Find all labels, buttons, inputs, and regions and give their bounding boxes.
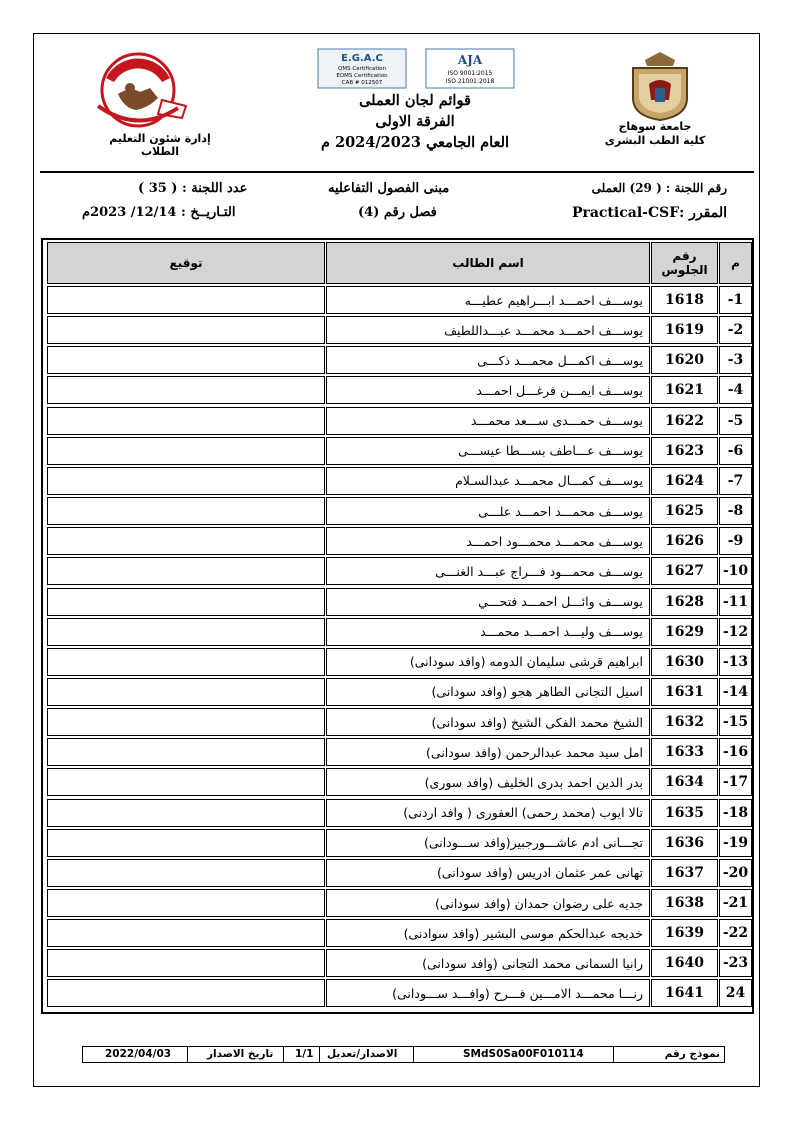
header-signature: توقيع [47,242,325,284]
student-name: يوســـف وليـــد احمـــد محمـــد [326,618,650,646]
document-titles [300,90,530,153]
title-line-3: العام الجامعي 2024/2023 م [320,134,510,151]
table-row [43,708,752,736]
qms-text: QMS Certification [338,66,386,72]
university-name: جامعة سوهاج [618,120,692,133]
egac-mark: E.G.A.C [341,53,383,64]
row-index: -2 [719,316,752,344]
signature-cell [47,799,325,827]
revision-label: الاصدار/تعديل [327,1048,398,1060]
seat-number: 1625 [651,497,718,525]
signature-cell [47,437,325,465]
student-name: يوســـف اكمـــل محمـــد ذكـــى [326,346,650,374]
table-row [43,919,752,947]
table-row [43,497,752,525]
footer-divider [413,1047,414,1062]
table-row [43,588,752,616]
seat-number: 1620 [651,346,718,374]
seat-number: 1635 [651,799,718,827]
row-index: -1 [719,286,752,314]
student-name: رنـــا محمـــد الامـــين فـــرح (وافـــد ســـودانى) [326,979,650,1007]
row-index: -12 [719,618,752,646]
signature-cell [47,919,325,947]
student-name: يوســـف محمـــد احمـــد علـــى [326,497,650,525]
row-index: -8 [719,497,752,525]
signature-cell [47,497,325,525]
table-row [43,949,752,977]
footer-divider [319,1047,320,1062]
table-row [43,437,752,465]
row-index: -7 [719,467,752,495]
signature-cell [47,648,325,676]
student-name: يوســـف حمـــدى ســـعد محمـــد [326,407,650,435]
table-row [43,889,752,917]
iso-21001-text: ISO 21001:2018 [445,78,495,85]
seat-number: 1627 [651,557,718,585]
row-index: -14 [719,678,752,706]
committee-number: رقم اللجنة : ( 29) العملى [591,181,727,195]
signature-cell [47,407,325,435]
signature-cell [47,979,325,1007]
seat-number: 1640 [651,949,718,977]
student-name: يوســـف ايمـــن فرغـــل احمـــد [326,376,650,404]
table-row [43,376,752,404]
student-name: ابراهيم قرشى سليمان الدومه (وافد سودانى) [326,648,650,676]
table-row [43,768,752,796]
course-name: المقرر :Practical-CSF [571,205,727,221]
seat-number: 1628 [651,588,718,616]
signature-cell [47,588,325,616]
seat-number: 1619 [651,316,718,344]
signature-cell [47,467,325,495]
row-index: -5 [719,407,752,435]
classroom-number: فصل رقم (4) [358,205,437,220]
row-index: -13 [719,648,752,676]
student-name: خديجه عبدالحكم موسى البشير (وافد سوادنى) [326,919,650,947]
student-name: رانيا السمانى محمد التجانى (وافد سودانى) [326,949,650,977]
iso-9001-text: ISO 9001:2015 [447,70,493,77]
student-name: تهانى عمر عثمان ادريس (وافد سودانى) [326,859,650,887]
seat-number: 1639 [651,919,718,947]
cab-text: CAB # 012507 [341,80,383,86]
row-index: -22 [719,919,752,947]
issue-date: 2022/04/03 [105,1048,172,1060]
faculty-name: كلية الطب البشرى [604,134,706,147]
student-name: الشيخ محمد الفكى الشيخ (وافد سودانى) [326,708,650,736]
committee-count: عدد اللجنة : ( 35 ) [138,181,248,196]
model-label: نموذج رقم [664,1048,720,1060]
eoms-text: EOMS Certification [336,73,388,79]
table-row [43,467,752,495]
row-index: -17 [719,768,752,796]
signature-cell [47,527,325,555]
title-line-2: الفرقة الاولى [375,113,455,130]
seat-number: 1623 [651,437,718,465]
signature-cell [47,678,325,706]
students-table [41,238,754,1014]
university-logo [625,50,695,122]
signature-cell [47,889,325,917]
seat-number: 1631 [651,678,718,706]
header-seat-number: رقم الجلوس [651,242,718,284]
seat-number: 1629 [651,618,718,646]
table-row [43,346,752,374]
student-name: يوســـف وائـــل احمـــد فتحـــي [326,588,650,616]
signature-cell [47,316,325,344]
title-line-1: قوائم لجان العملى [359,92,471,109]
table-row [43,316,752,344]
student-name: اسيل التجانى الطاهر هجو (وافد سودانى) [326,678,650,706]
signature-cell [47,346,325,374]
seat-number: 1636 [651,829,718,857]
table-row [43,648,752,676]
row-index: -6 [719,437,752,465]
row-index: -23 [719,949,752,977]
model-code: SMdS0Sa00F010114 [463,1048,584,1060]
header-student-name: اسم الطالب [326,242,650,284]
student-name: جديه على رضوان حمدان (وافد سودانى) [326,889,650,917]
form-footer [82,1046,725,1063]
certification-logos [316,47,516,90]
signature-cell [47,708,325,736]
header-index: م [719,242,752,284]
row-index: -9 [719,527,752,555]
student-name: تجـــانى ادم عاشـــورجبير(وافد ســـودانى) [326,829,650,857]
signature-cell [47,829,325,857]
table-row [43,678,752,706]
seat-number: 1637 [651,859,718,887]
issue-date-label: تاريخ الاصدار [207,1048,274,1060]
committee-date: التـاريــخ : 12/14/ 2023م [82,205,236,220]
student-affairs-logo [78,48,198,130]
row-index: -11 [719,588,752,616]
student-name: امل سيد محمد عبدالرحمن (وافد سودانى) [326,738,650,766]
signature-cell [47,376,325,404]
student-name: يوســـف احمـــد ابـــراهيم عطيـــه [326,286,650,314]
signature-cell [47,949,325,977]
student-name: يوســـف احمـــد محمـــد عبـــداللطيف [326,316,650,344]
student-name: بدر الدين احمد بدرى الخليف (وافد سورى) [326,768,650,796]
table-row [43,286,752,314]
row-index: -15 [719,708,752,736]
row-index: -20 [719,859,752,887]
row-index: -19 [719,829,752,857]
table-row [43,738,752,766]
seat-number: 1626 [651,527,718,555]
header-divider [40,171,754,173]
row-index: 24 [719,979,752,1007]
table-row [43,527,752,555]
table-row [43,859,752,887]
signature-cell [47,768,325,796]
seat-number: 1630 [651,648,718,676]
department-name: إدارة شئون التعليم الطلاب [109,132,211,158]
seat-number: 1634 [651,768,718,796]
table-row [43,799,752,827]
aja-mark: AJA [457,53,483,67]
seat-number: 1641 [651,979,718,1007]
seat-number: 1638 [651,889,718,917]
table-row [43,829,752,857]
university-heading [600,120,710,148]
building-name: مبنى الفصول التفاعليه [328,181,450,196]
student-name: يوســـف عـــاطف بســـطا عيســـى [326,437,650,465]
seat-number: 1618 [651,286,718,314]
table-row [43,557,752,585]
row-index: -4 [719,376,752,404]
table-row [43,618,752,646]
seat-number: 1624 [651,467,718,495]
signature-cell [47,618,325,646]
seat-number: 1621 [651,376,718,404]
footer-divider [613,1047,614,1062]
signature-cell [47,738,325,766]
signature-cell [47,859,325,887]
row-index: -21 [719,889,752,917]
signature-cell [47,286,325,314]
student-name: يوســـف محمـــود فـــراج عبـــد الغنـــى [326,557,650,585]
seat-number: 1632 [651,708,718,736]
student-name: يوســـف كمـــال محمـــد عبدالسـلام [326,467,650,495]
table-row [43,407,752,435]
footer-divider [187,1047,188,1062]
row-index: -3 [719,346,752,374]
table-row [43,979,752,1007]
revision-value: 1/1 [295,1048,314,1060]
signature-cell [47,557,325,585]
row-index: -16 [719,738,752,766]
seat-number: 1622 [651,407,718,435]
student-name: تالا ايوب (محمد رحمى) العفورى ( وافد اردنى) [326,799,650,827]
student-name: يوســـف محمـــد محمـــود احمـــد [326,527,650,555]
footer-divider [283,1047,284,1062]
row-index: -18 [719,799,752,827]
seat-number: 1633 [651,738,718,766]
row-index: -10 [719,557,752,585]
